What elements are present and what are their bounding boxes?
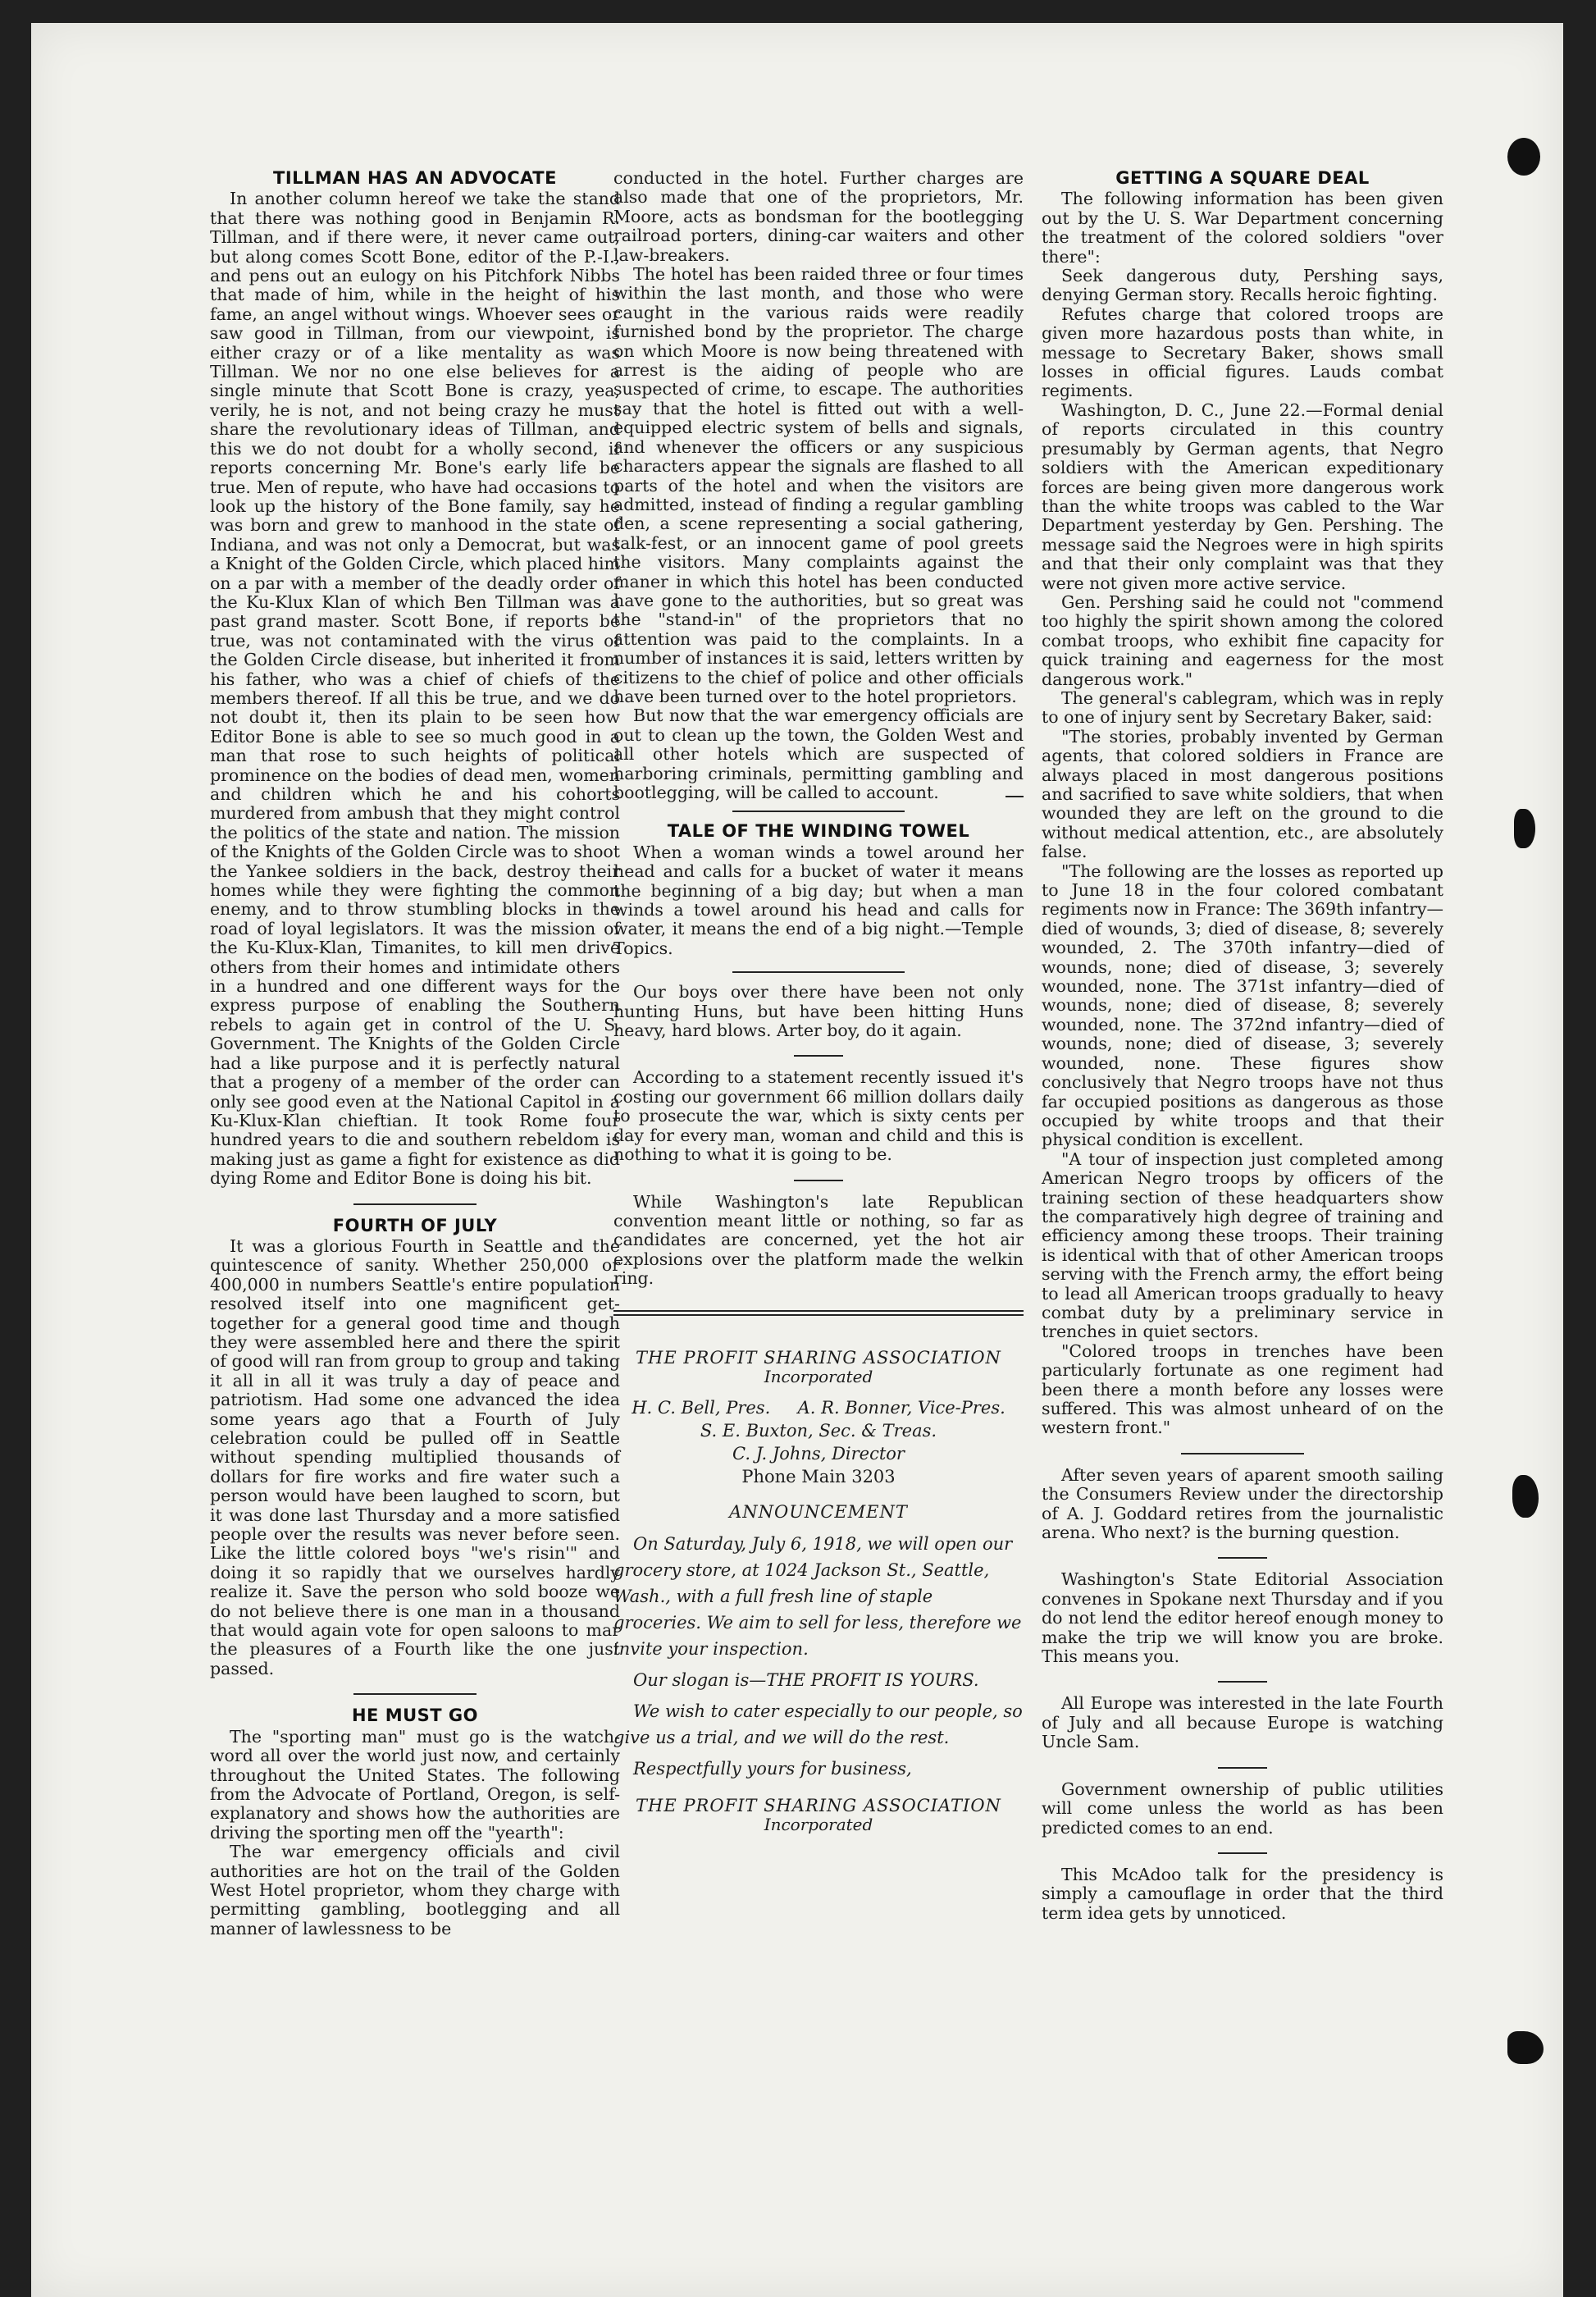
newspaper-page [31, 23, 1563, 2297]
column-middle [613, 169, 1024, 1845]
headline-winding-towel: TALE OF THE WINDING TOWEL [667, 821, 970, 842]
column-rule [732, 971, 905, 973]
article-square-p7: "The stories, probably invented by German agents, that colored soldiers in France are always placed in most dangerous positions and sacrified to save white soldiers, that when wounded they are left on the ground to die without medical attention, etc., are absolutely false. [1042, 726, 1443, 862]
ad-announcement-title: ANNOUNCEMENT [729, 1502, 908, 1523]
ad-cater: We wish to cater especially to our people, so give us a trial, and we will do the rest. [613, 1701, 1023, 1747]
ad-announcement-body: On Saturday, July 6, 1918, we will open our grocery store, at 1024 Jackson St., Seattle, Wash., with a full fresh line of staple groceries. We aim to sell for less, therefore we invite your inspection. [613, 1533, 1022, 1659]
headline-he-must-go: HE MUST GO [351, 1706, 479, 1726]
article-hotel-continued-p3: But now that the war emergency officials are out to clean up the town, the Golden West and all other hotels which are suspected of harboring criminals, permitting gambling and bootlegging, will be called to account. [613, 706, 1024, 802]
end-mark [1005, 796, 1024, 797]
binding-hole-upper-mid [1514, 809, 1535, 848]
article-square-p8: "The following are the losses as reported up to June 18 in the four colored combatant regiments now in France: The 369th infantry—died of wounds, 3; died of disease, 8; severely wounded, 2. The 370th infantry—died of wounds, none; died of disease, 3; severely wounded, none. The 371st infantry—died of wounds, none; died of disease, 8; severely wounded, none. The 372nd infantry—died of wounds, none; died of disease, 3; severely wounded, none. These figures show conclusively that Negro troops have not thus far occupied positions as dangerous as those occupied by white troops and that their physical condition is excellent. [1042, 861, 1443, 1150]
ad-closing: Respectfully yours for business, [633, 1758, 912, 1779]
ad-org-name: THE PROFIT SHARING ASSOCIATION [636, 1347, 1001, 1368]
binding-hole-top [1507, 138, 1540, 176]
ad-officers-line-2: S. E. Buxton, Sec. & Treas. [700, 1421, 937, 1441]
column-rule [1218, 1767, 1267, 1769]
ad-officers-line-1: H. C. Bell, Pres. A. R. Bonner, Vice-Pres. [632, 1398, 1005, 1418]
column-right [1042, 169, 1443, 1923]
ad-org-footer: THE PROFIT SHARING ASSOCIATION [636, 1795, 1001, 1815]
column-rule [1181, 1453, 1304, 1454]
headline-fourth-of-july: FOURTH OF JULY [332, 1215, 498, 1235]
article-hotel-continued-p2: The hotel has been raided three or four times within the last month, and those who were caught in the various raids were readily furnished bond by the proprietor. The charge on which Moore is now being threatened with arrest is the aiding of people who are suspected of crime, to escape. The authorities say that the hotel is fitted out with a well-equipped electric system of bells and signals, and whenever the officers or any suspicious characters appear the signals are flashed to all parts of the hotel and when the visitors are admitted, instead of finding a regular gambling den, a scene representing a social gathering, talk-fest, or an innocent game of pool greets the visitors. Many complaints against the maner in which this hotel has been conducted have gone to the authorities, but so great was the "stand-in" of the proprietors that no attention was paid to the complaints. In a number of instances it is said, letters written by citizens to the chief of police and other officials have been turned over to the hotel proprietors. [613, 264, 1024, 706]
article-hotel-continued-p1: conducted in the hotel. Further charges are also made that one of the proprietors, Mr. Moore, acts as bondsman for the bootlegging railroad porters, dining-car waiters and other law-breakers. [613, 168, 1024, 265]
ad-phone: Phone Main 3203 [741, 1467, 896, 1487]
item-consumers-review: After seven years of aparent smooth sailing the Consumers Review under the directorship of A. J. Goddard retires from the journalistic arena. Who next? is the burning question. [1042, 1464, 1443, 1543]
article-must-go-p1: The "sporting man" must go is the watch-word all over the world just now, and certainly throughout the United States. The following from the Advocate of Portland, Oregon, is self-explanatory and shows how the authorities are driving the sporting men off the "yearth": [210, 1726, 620, 1843]
headline-square-deal: GETTING A SQUARE DEAL [1115, 168, 1370, 188]
ad-officers-line-3: C. J. Johns, Director [732, 1444, 905, 1464]
article-square-p1: The following information has been given out by the U. S. War Department concerning the treatment of the colored soldiers "over there": [1042, 189, 1443, 267]
item-europe: All Europe was interested in the late Fourth of July and all because Europe is watching Uncle Sam. [1042, 1693, 1443, 1752]
advertisement-profit-sharing [613, 1349, 1024, 1835]
article-towel-body: When a woman winds a towel around her head and calls for a bucket of water it means the beginning of a big day; but when a man winds a towel around his head and calls for water, it means the end of a big night.—Temple Topics. [613, 842, 1024, 958]
item-mcadoo: This McAdoo talk for the presidency is simply a camouflage in order that the third term idea gets by unnoticed. [1042, 1864, 1443, 1923]
article-square-p2: Seek dangerous duty, Pershing says, denying German story. Recalls heroic fighting. [1042, 266, 1443, 305]
article-square-p4: Washington, D. C., June 22.—Formal denial of reports circulated in this country presumably by German agents, that Negro soldiers with the American expeditionary forces are being given more dangerous work than the white troops was cabled to the War Department yesterday by Gen. Pershing. The message said the Negroes were in high spirits and that their only complaint was that they were not given more active service. [1042, 400, 1443, 593]
binding-hole-bottom [1507, 2031, 1544, 2064]
article-square-p5: Gen. Pershing said he could not "commend too highly the spirit shown among the colored combat troops, who exhibit fine capacity for quick training and eagerness for the most dangerous work." [1042, 591, 1443, 689]
ad-incorporated: Incorporated [764, 1366, 873, 1386]
column-rule [1218, 1852, 1267, 1854]
column-rule [353, 1693, 477, 1695]
article-fourth-body: It was a glorious Fourth in Seattle and the quintescence of sanity. Whether 250,000 or 400,000 in numbers Seattle's entire population resolved itself into one magnificent get-together for a general good time and though they were assembled here and there the spirit of good will ran from group to group and taking it all in all it was truly a day of peace and patriotism. Had some one advanced the idea some years ago that a Fourth of July celebration could be pulled off in Seattle without spending multiplied thousands of dollars for fire works and fire water such a person would have been laughed to scorn, but it was done last Thursday and a more satisfied people over the results was never before seen. Like the little colored boys "we's risin'" and doing it so rapidly that we ourselves hardly realize it. Save the person who sold booze we do not believe there is one man in a thousand that would again vote for open saloons to mar the pleasures of a Fourth like the one just passed. [210, 1235, 620, 1678]
binding-hole-lower-mid [1512, 1475, 1539, 1518]
item-boys-over-there: Our boys over there have been not only hunting Huns, but have been hitting Huns heavy, hard blows. Arter boy, do it again. [613, 982, 1024, 1041]
item-editorial-association: Washington's State Editorial Association convenes in Spokane next Thursday and if you do not lend the editor hereof enough money to make the trip we will know you are broke. This means you. [1042, 1569, 1443, 1667]
column-rule [794, 1055, 843, 1057]
article-square-p3: Refutes charge that colored troops are given more hazardous posts than white, in message to Secretary Baker, shows small losses in official figures. Lauds combat regiments. [1042, 304, 1443, 401]
column-left [210, 169, 620, 1939]
item-republican-convention: While Washington's late Republican convention meant little or nothing, so far as candidates are concerned, yet the hot air explosions over the platform made the welkin ring. [613, 1191, 1024, 1289]
column-rule [794, 1180, 843, 1181]
column-rule [1218, 1557, 1267, 1559]
column-rule [1218, 1681, 1267, 1683]
column-rule [353, 1203, 477, 1205]
headline-tillman: TILLMAN HAS AN ADVOCATE [273, 168, 557, 188]
article-square-p10: "Colored troops in trenches have been particularly fortunate as one regiment had been there a month before any losses were suffered. This was almost unheard of on the western front." [1042, 1340, 1443, 1438]
double-rule [613, 1310, 1024, 1316]
item-public-utilities: Government ownership of public utilities will come unless the world as has been predicted comes to an end. [1042, 1779, 1443, 1838]
ad-slogan: Our slogan is—THE PROFIT IS YOURS. [633, 1669, 979, 1690]
item-war-cost: According to a statement recently issued it's costing our government 66 million dollars daily to prosecute the war, which is sixty cents per day for every man, woman and child and this is nothing to what it is going to be. [613, 1067, 1024, 1165]
ad-incorporated-footer: Incorporated [764, 1815, 873, 1835]
article-must-go-p2: The war emergency officials and civil authorities are hot on the trail of the Golden West Hotel proprietor, whom they charge with permitting gambling, bootlegging and all manner of lawlessness to be [210, 1842, 620, 1939]
article-square-p9: "A tour of inspection just completed among American Negro troops by officers of the training section of these headquarters show the comparatively high degree of training and efficiency among these troops. Their training is identical with that of other American troops serving with the French army, the effort being to lead all American troops gradually to heavy combat duty by a preliminary service in trenches in quiet sectors. [1042, 1148, 1443, 1342]
article-square-p6: The general's cablegram, which was in reply to one of injury sent by Secretary Baker, said: [1042, 687, 1443, 728]
article-tillman-body: In another column hereof we take the stand that there was nothing good in Benjamin R. Tillman, and if there were, it never came out, but along comes Scott Bone, editor of the P.-I., and pens out an eulogy on his Pitchfork Nibbs that made of him, while in the height of his fame, an angel without wings. Whoever sees or saw good in Tillman, from our viewpoint, is either crazy or of a like mentality as was Tillman. We nor no one else believes for a single minute that Scott Bone is crazy, yea, verily, he is not, and not being crazy he must share the revolutionary ideas of Tillman, and this we do not doubt for a wholly second, if reports concerning Mr. Bone's early life be true. Men of repute, who have had occasions to look up the history of the Bone family, say he was born and grew to manhood in the state of Indiana, and was not only a Democrat, but was a Knight of the Golden Circle, which placed him on a par with a member of the deadly order of the Ku-Klux Klan of which Ben Tillman was a past grand master. Scott Bone, if reports be true, was not contaminated with the virus of the Golden Circle disease, but inherited it from his father, who was a chief of chiefs of the members thereof. If all this be true, and we do not doubt it, then its plain to be seen how Editor Bone is able to see so much good in a man that rose to such heights of political prominence on the bodies of dead men, women and children which he and his cohorts murdered from ambush that they might control the politics of the state and nation. The mission of the Knights of the Golden Circle was to shoot the Yankee soldiers in the back, destroy their homes while they were fighting the common enemy, and to throw stumbling blocks in the road of loyal legislators. It was the mission of the Ku-Klux-Klan, Timanites, to kill men drive others from their homes and intimidate others in a hundred and one different ways for the express purpose of enabling the Southern rebels to again get in control of the U. S. Government. The Knights of the Golden Circle had a like purpose and it is perfectly natural that a progeny of a member of the order can only see good even at the National Capitol in a Ku-Klux-Klan chieftian. It took Rome four hundred years to die and southern rebeldom is making just as game a fight for existence as did dying Rome and Editor Bone is doing his bit. [210, 189, 620, 1189]
column-rule [732, 811, 905, 812]
